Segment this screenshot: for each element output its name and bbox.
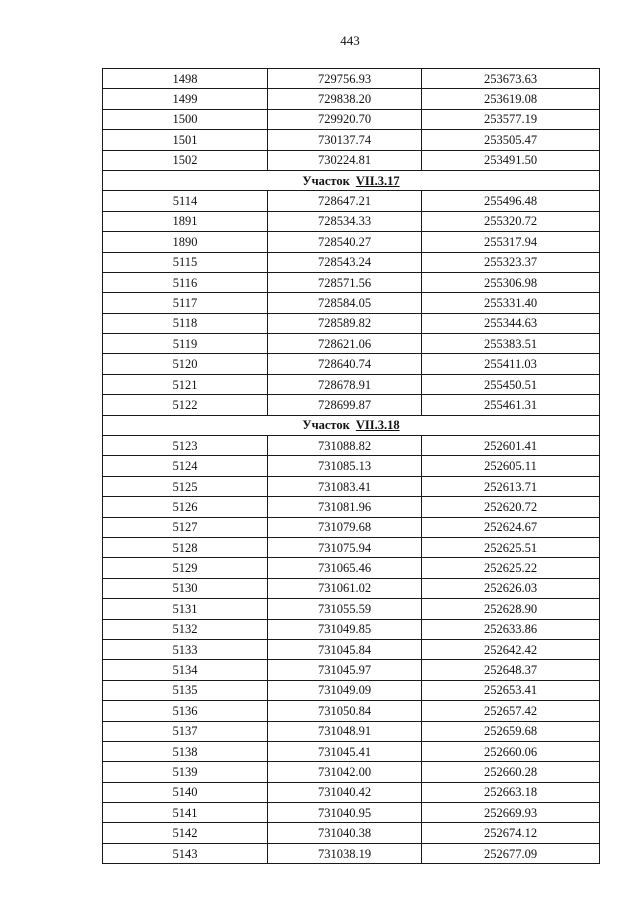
- point-number-cell: 1501: [103, 130, 268, 150]
- table-row: [103, 232, 600, 252]
- x-coordinate-cell: 729838.20: [268, 89, 422, 109]
- point-number-cell: 5126: [103, 497, 268, 517]
- table-row: [103, 130, 600, 150]
- x-coordinate-cell: 731083.41: [268, 476, 422, 496]
- section-header: [103, 415, 600, 435]
- point-number-cell: 5133: [103, 639, 268, 659]
- point-number-cell: 5129: [103, 558, 268, 578]
- y-coordinate-cell: 252628.90: [422, 599, 600, 619]
- point-number-cell: 5128: [103, 537, 268, 557]
- y-coordinate-cell: 252625.22: [422, 558, 600, 578]
- y-coordinate-cell: 255383.51: [422, 334, 600, 354]
- section-label: Участок: [302, 173, 350, 188]
- point-number-cell: 5130: [103, 578, 268, 598]
- x-coordinate-cell: 731079.68: [268, 517, 422, 537]
- y-coordinate-cell: 255411.03: [422, 354, 600, 374]
- point-number-cell: 5123: [103, 436, 268, 456]
- y-coordinate-cell: 252669.93: [422, 803, 600, 823]
- point-number-cell: 1500: [103, 109, 268, 129]
- table-row: [103, 293, 600, 313]
- section-header-row: [103, 170, 600, 190]
- point-number-cell: 5118: [103, 313, 268, 333]
- x-coordinate-cell: 731065.46: [268, 558, 422, 578]
- table-row: [103, 497, 600, 517]
- table-row: [103, 109, 600, 129]
- point-number-cell: 5139: [103, 762, 268, 782]
- y-coordinate-cell: 253505.47: [422, 130, 600, 150]
- y-coordinate-cell: 253619.08: [422, 89, 600, 109]
- point-number-cell: 5121: [103, 374, 268, 394]
- y-coordinate-cell: 252601.41: [422, 436, 600, 456]
- table-row: [103, 456, 600, 476]
- x-coordinate-cell: 728678.91: [268, 374, 422, 394]
- point-number-cell: 5132: [103, 619, 268, 639]
- y-coordinate-cell: 255331.40: [422, 293, 600, 313]
- x-coordinate-cell: 731040.38: [268, 823, 422, 843]
- y-coordinate-cell: 252626.03: [422, 578, 600, 598]
- y-coordinate-cell: 255450.51: [422, 374, 600, 394]
- table-row: [103, 660, 600, 680]
- y-coordinate-cell: 252620.72: [422, 497, 600, 517]
- section-code: VII.3.18: [355, 418, 400, 433]
- point-number-cell: 5125: [103, 476, 268, 496]
- x-coordinate-cell: 731050.84: [268, 701, 422, 721]
- section-header: [103, 170, 600, 190]
- point-number-cell: 1890: [103, 232, 268, 252]
- point-number-cell: 5135: [103, 680, 268, 700]
- x-coordinate-cell: 728640.74: [268, 354, 422, 374]
- table-row: [103, 558, 600, 578]
- y-coordinate-cell: 255317.94: [422, 232, 600, 252]
- y-coordinate-cell: 253673.63: [422, 69, 600, 89]
- point-number-cell: 1891: [103, 211, 268, 231]
- x-coordinate-cell: 731040.95: [268, 803, 422, 823]
- table-row: [103, 374, 600, 394]
- point-number-cell: 5141: [103, 803, 268, 823]
- point-number-cell: 5142: [103, 823, 268, 843]
- x-coordinate-cell: 731055.59: [268, 599, 422, 619]
- y-coordinate-cell: 252660.06: [422, 741, 600, 761]
- coordinates-table-body: [103, 69, 600, 864]
- y-coordinate-cell: 252642.42: [422, 639, 600, 659]
- section-header-row: [103, 415, 600, 435]
- point-number-cell: 5138: [103, 741, 268, 761]
- table-row: [103, 313, 600, 333]
- table-row: [103, 354, 600, 374]
- table-row: [103, 191, 600, 211]
- point-number-cell: 5116: [103, 272, 268, 292]
- point-number-cell: 5131: [103, 599, 268, 619]
- x-coordinate-cell: 731088.82: [268, 436, 422, 456]
- x-coordinate-cell: 728584.05: [268, 293, 422, 313]
- table-row: [103, 436, 600, 456]
- point-number-cell: 5137: [103, 721, 268, 741]
- x-coordinate-cell: 731045.97: [268, 660, 422, 680]
- y-coordinate-cell: 255320.72: [422, 211, 600, 231]
- table-row: [103, 803, 600, 823]
- point-number-cell: 5122: [103, 395, 268, 415]
- table-row: [103, 823, 600, 843]
- x-coordinate-cell: 728647.21: [268, 191, 422, 211]
- y-coordinate-cell: 252674.12: [422, 823, 600, 843]
- table-row: [103, 619, 600, 639]
- x-coordinate-cell: 728543.24: [268, 252, 422, 272]
- table-row: [103, 762, 600, 782]
- y-coordinate-cell: 252624.67: [422, 517, 600, 537]
- point-number-cell: 5124: [103, 456, 268, 476]
- y-coordinate-cell: 255496.48: [422, 191, 600, 211]
- table-row: [103, 476, 600, 496]
- x-coordinate-cell: 728699.87: [268, 395, 422, 415]
- section-label: Участок: [302, 418, 350, 433]
- table-row: [103, 721, 600, 741]
- y-coordinate-cell: 255306.98: [422, 272, 600, 292]
- table-row: [103, 578, 600, 598]
- y-coordinate-cell: 255344.63: [422, 313, 600, 333]
- x-coordinate-cell: 731061.02: [268, 578, 422, 598]
- x-coordinate-cell: 730224.81: [268, 150, 422, 170]
- section-code: VII.3.17: [355, 173, 400, 188]
- x-coordinate-cell: 728621.06: [268, 334, 422, 354]
- table-row: [103, 69, 600, 89]
- table-row: [103, 89, 600, 109]
- y-coordinate-cell: 252605.11: [422, 456, 600, 476]
- table-row: [103, 680, 600, 700]
- x-coordinate-cell: 731049.09: [268, 680, 422, 700]
- x-coordinate-cell: 731045.41: [268, 741, 422, 761]
- x-coordinate-cell: 731040.42: [268, 782, 422, 802]
- point-number-cell: 5120: [103, 354, 268, 374]
- x-coordinate-cell: 729756.93: [268, 69, 422, 89]
- point-number-cell: 5114: [103, 191, 268, 211]
- table-row: [103, 537, 600, 557]
- table-row: [103, 150, 600, 170]
- x-coordinate-cell: 728571.56: [268, 272, 422, 292]
- y-coordinate-cell: 252660.28: [422, 762, 600, 782]
- table-row: [103, 517, 600, 537]
- table-row: [103, 639, 600, 659]
- y-coordinate-cell: 252648.37: [422, 660, 600, 680]
- table-row: [103, 701, 600, 721]
- x-coordinate-cell: 731049.85: [268, 619, 422, 639]
- table-row: [103, 843, 600, 863]
- y-coordinate-cell: 252677.09: [422, 843, 600, 863]
- y-coordinate-cell: 252613.71: [422, 476, 600, 496]
- y-coordinate-cell: 252633.86: [422, 619, 600, 639]
- x-coordinate-cell: 729920.70: [268, 109, 422, 129]
- point-number-cell: 5119: [103, 334, 268, 354]
- y-coordinate-cell: 252653.41: [422, 680, 600, 700]
- table-row: [103, 599, 600, 619]
- point-number-cell: 5143: [103, 843, 268, 863]
- x-coordinate-cell: 728589.82: [268, 313, 422, 333]
- point-number-cell: 5127: [103, 517, 268, 537]
- coordinates-table: [102, 68, 600, 864]
- table-row: [103, 741, 600, 761]
- x-coordinate-cell: 731075.94: [268, 537, 422, 557]
- point-number-cell: 1502: [103, 150, 268, 170]
- x-coordinate-cell: 728534.33: [268, 211, 422, 231]
- y-coordinate-cell: 255323.37: [422, 252, 600, 272]
- table-row: [103, 395, 600, 415]
- x-coordinate-cell: 728540.27: [268, 232, 422, 252]
- table-row: [103, 334, 600, 354]
- page-number: 443: [340, 33, 360, 48]
- point-number-cell: 5136: [103, 701, 268, 721]
- table-row: [103, 252, 600, 272]
- x-coordinate-cell: 731042.00: [268, 762, 422, 782]
- table-row: [103, 272, 600, 292]
- point-number-cell: 1498: [103, 69, 268, 89]
- y-coordinate-cell: 252663.18: [422, 782, 600, 802]
- point-number-cell: 5134: [103, 660, 268, 680]
- table-row: [103, 782, 600, 802]
- point-number-cell: 5140: [103, 782, 268, 802]
- y-coordinate-cell: 253577.19: [422, 109, 600, 129]
- x-coordinate-cell: 731038.19: [268, 843, 422, 863]
- x-coordinate-cell: 730137.74: [268, 130, 422, 150]
- point-number-cell: 1499: [103, 89, 268, 109]
- x-coordinate-cell: 731085.13: [268, 456, 422, 476]
- point-number-cell: 5115: [103, 252, 268, 272]
- y-coordinate-cell: 252659.68: [422, 721, 600, 741]
- x-coordinate-cell: 731081.96: [268, 497, 422, 517]
- y-coordinate-cell: 252657.42: [422, 701, 600, 721]
- table-row: [103, 211, 600, 231]
- point-number-cell: 5117: [103, 293, 268, 313]
- x-coordinate-cell: 731048.91: [268, 721, 422, 741]
- y-coordinate-cell: 255461.31: [422, 395, 600, 415]
- y-coordinate-cell: 253491.50: [422, 150, 600, 170]
- y-coordinate-cell: 252625.51: [422, 537, 600, 557]
- x-coordinate-cell: 731045.84: [268, 639, 422, 659]
